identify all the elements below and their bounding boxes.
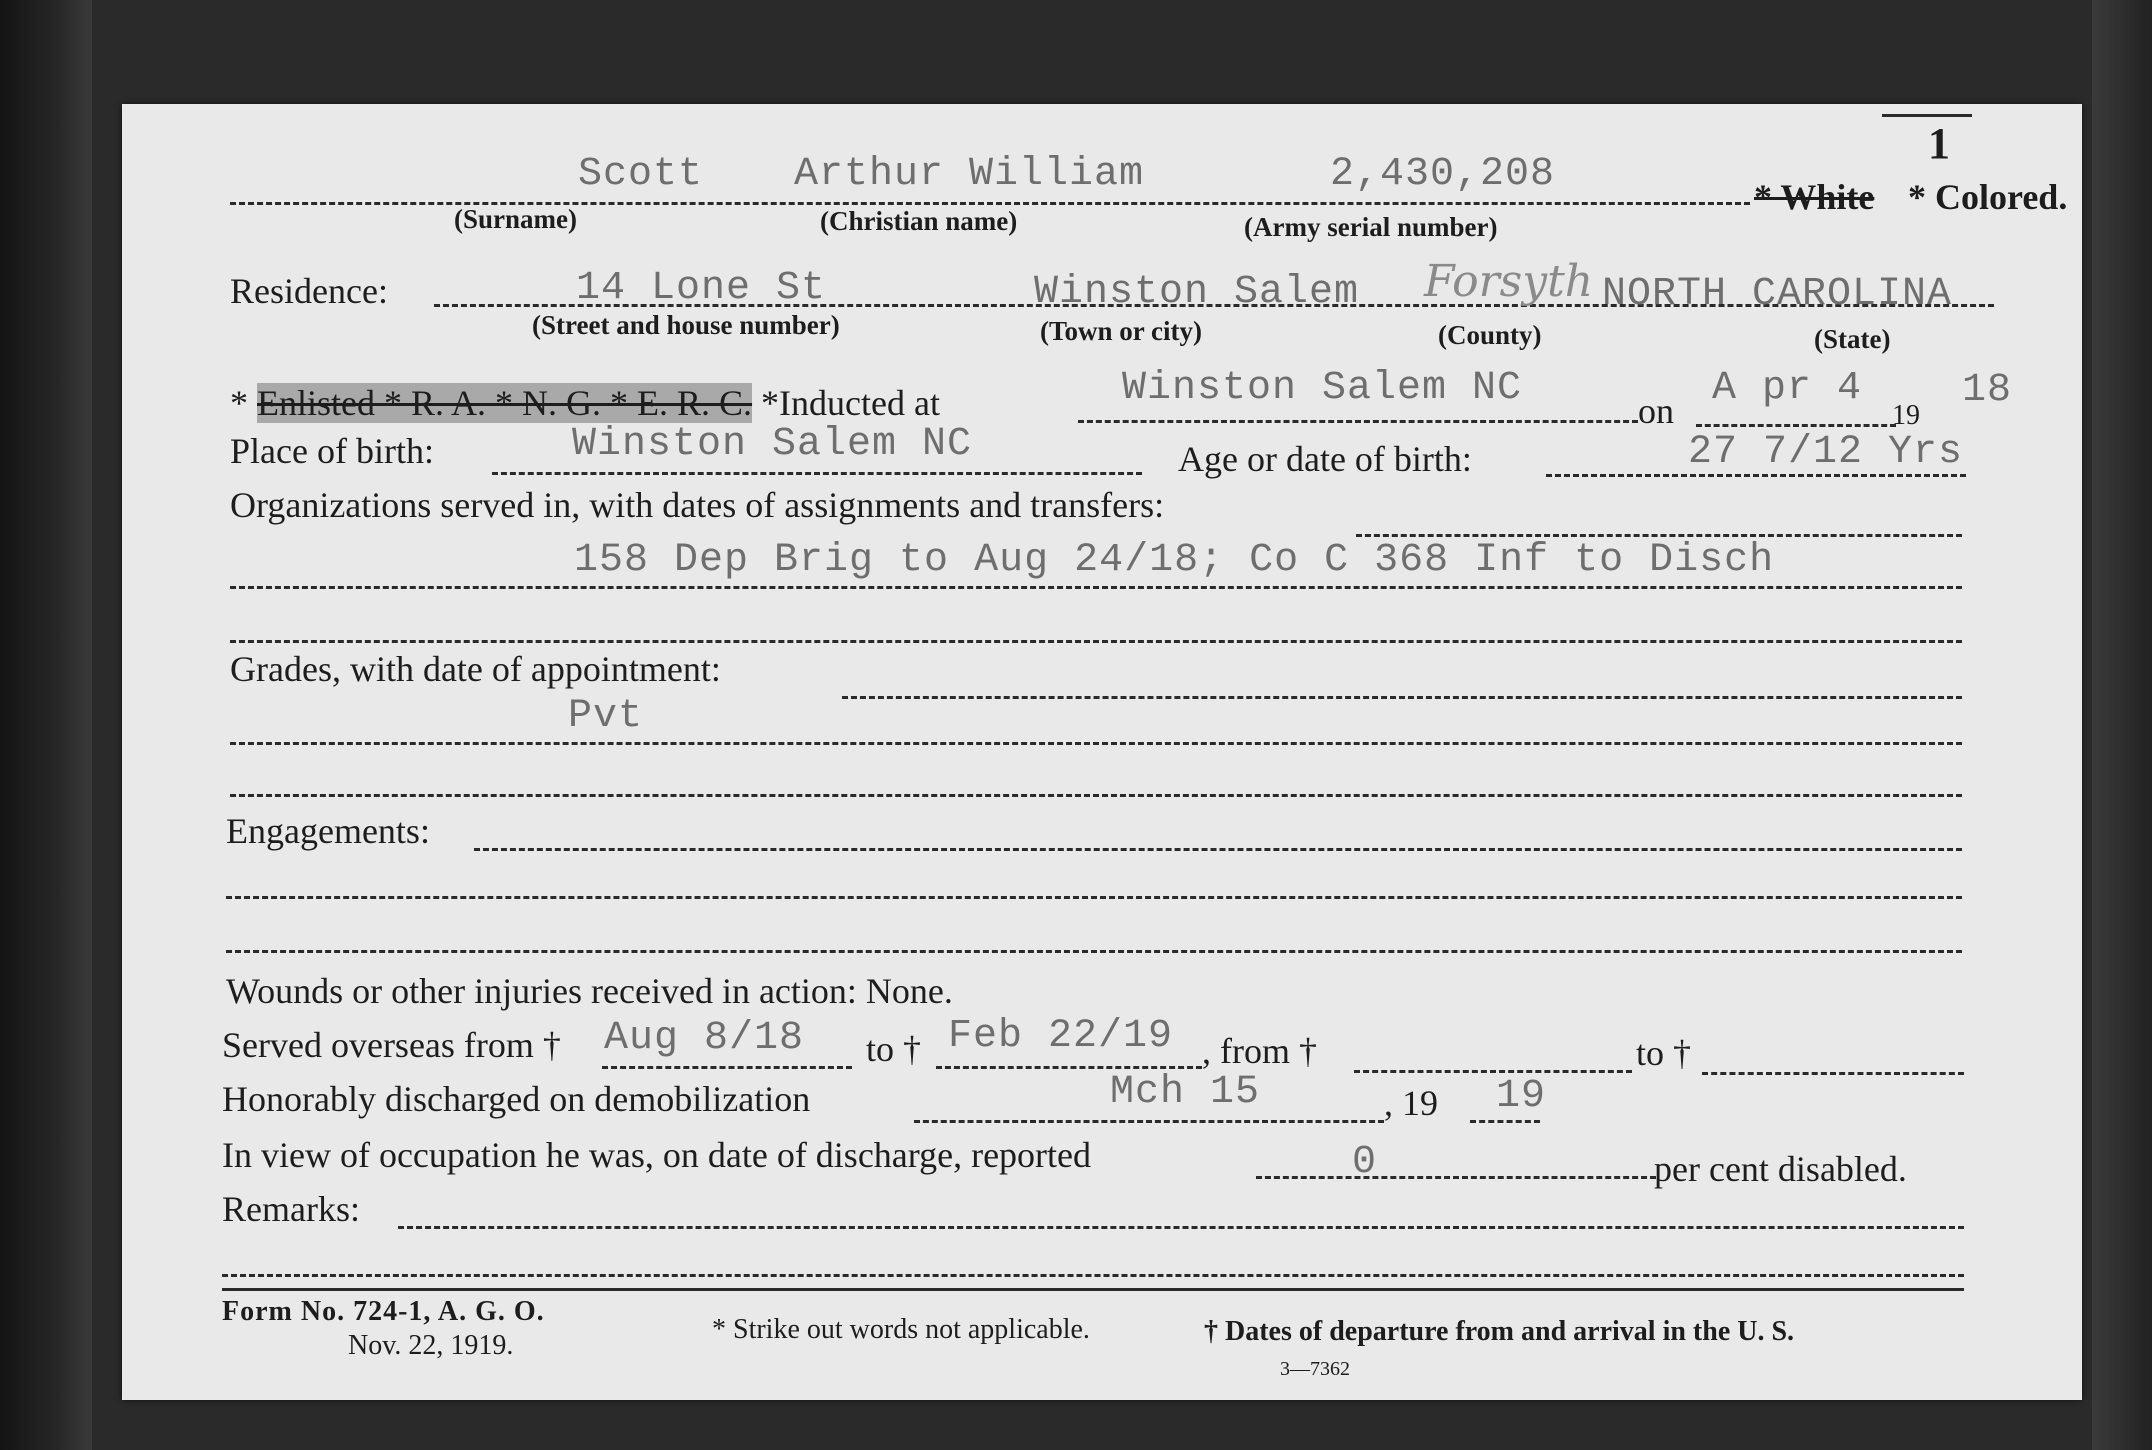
overseas-from2-label: , from †	[1202, 1031, 1317, 1071]
engagements-line-1	[474, 848, 1962, 851]
print-code: 3—7362	[1280, 1358, 1350, 1380]
remarks-line-2	[222, 1274, 1964, 1277]
disability-label: In view of occupation he was, on date of discharge, reported	[222, 1135, 1092, 1175]
overseas-label: Served overseas from †	[222, 1025, 561, 1065]
remarks-line-1	[398, 1226, 1964, 1229]
disability-value: 0	[1352, 1140, 1378, 1185]
inducted-year-value: 18	[1962, 368, 2013, 413]
inducted-place-line	[1078, 420, 1638, 423]
street-value: 14 Lone St	[576, 266, 827, 311]
form-number: Form No. 724-1, A. G. O.	[222, 1296, 545, 1327]
discharge-year-prefix: , 19	[1384, 1083, 1438, 1123]
white-label: * White	[1754, 177, 1875, 217]
state-caption: (State)	[1814, 324, 1891, 354]
scan-border-left	[0, 0, 92, 1450]
organizations-line-3	[230, 640, 1962, 643]
discharge-year-value: 19	[1496, 1074, 1547, 1119]
county-caption: (County)	[1438, 320, 1542, 350]
inducted-place-value: Winston Salem NC	[1122, 366, 1523, 411]
overseas-to2-label: to †	[1636, 1033, 1692, 1073]
organizations-line-1	[1356, 534, 1962, 537]
city-value: Winston Salem	[1034, 270, 1360, 315]
organizations-line-2	[230, 586, 1962, 589]
engagements-line-2	[226, 896, 1962, 899]
wounds-label: Wounds or other injuries received in action: None.	[226, 971, 953, 1011]
place-of-birth-line	[492, 472, 1142, 475]
inducted-date-value: A pr 4	[1712, 366, 1863, 411]
discharge-label: Honorably discharged on demobilization	[222, 1079, 811, 1119]
grades-label: Grades, with date of appointment:	[230, 649, 721, 689]
grades-line-2	[230, 742, 1962, 745]
scan-border-right	[2092, 0, 2152, 1450]
grades-value: Pvt	[568, 694, 644, 739]
organizations-label: Organizations served in, with dates of assignments and transfers:	[230, 485, 1165, 525]
overseas-to-label: to †	[866, 1029, 922, 1069]
card-number: 1	[1928, 119, 1950, 168]
city-caption: (Town or city)	[1040, 316, 1202, 346]
overseas-from-value: Aug 8/18	[604, 1016, 805, 1061]
overseas-to2-line	[1702, 1072, 1964, 1075]
discharge-date-line	[914, 1120, 1384, 1123]
engagements-label: Engagements:	[226, 811, 430, 851]
place-of-birth-value: Winston Salem NC	[572, 422, 973, 467]
inducted-year-prefix: 19	[1892, 400, 1920, 431]
christian-name-caption: (Christian name)	[820, 206, 1018, 236]
on-label: on	[1638, 391, 1674, 431]
enlistment-line: * Enlisted * R. A. * N. G. * E. R. C. *Inducted at	[230, 383, 940, 423]
county-value: Forsyth	[1424, 256, 1594, 307]
discharge-date-value: Mch 15	[1110, 1070, 1261, 1115]
organizations-value: 158 Dep Brig to Aug 24/18; Co C 368 Inf to Disch	[574, 538, 1775, 583]
overseas-to-line	[936, 1066, 1202, 1069]
residence-label: Residence:	[230, 271, 388, 311]
discharge-year-line	[1470, 1120, 1540, 1123]
christian-name-value: Arthur William	[794, 152, 1145, 197]
age-value: 27 7/12 Yrs	[1688, 430, 1964, 475]
overseas-to-value: Feb 22/19	[948, 1014, 1174, 1059]
state-value: NORTH CAROLINA	[1602, 272, 1953, 317]
footer-rule	[222, 1288, 1964, 1291]
street-caption: (Street and house number)	[532, 310, 840, 340]
age-label: Age or date of birth:	[1178, 439, 1472, 479]
serial-number-value: 2,430,208	[1330, 152, 1556, 197]
surname-value: Scott	[578, 152, 704, 197]
inducted-date-line	[1696, 424, 1896, 427]
disability-line	[1256, 1176, 1656, 1179]
card-number-rule	[1882, 114, 1972, 117]
surname-caption: (Surname)	[454, 204, 577, 234]
disability-suffix: per cent disabled.	[1654, 1149, 1907, 1189]
dates-note: † Dates of departure from and arrival in the U. S.	[1204, 1316, 1795, 1347]
remarks-label: Remarks:	[222, 1189, 360, 1229]
overseas-from-line	[602, 1066, 852, 1069]
grades-line-3	[230, 794, 1962, 797]
engagements-line-3	[226, 950, 1962, 953]
colored-label: * Colored.	[1908, 177, 2068, 217]
service-record-card	[122, 104, 2082, 1400]
grades-line-1	[842, 696, 1962, 699]
form-date: Nov. 22, 1919.	[348, 1330, 514, 1361]
strike-note: * Strike out words not applicable.	[712, 1314, 1090, 1345]
overseas-from2-line	[1354, 1070, 1632, 1073]
serial-caption: (Army serial number)	[1244, 212, 1498, 242]
place-of-birth-label: Place of birth:	[230, 431, 434, 471]
